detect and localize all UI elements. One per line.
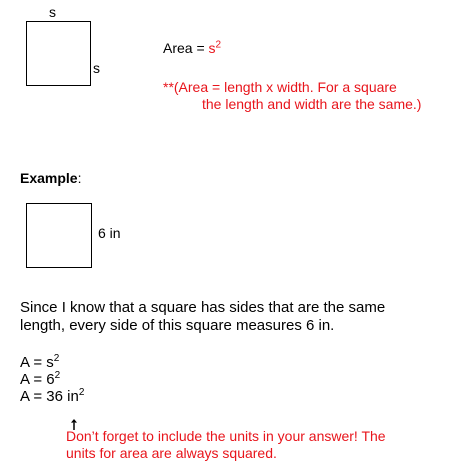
formula-exponent: 2 xyxy=(215,39,222,51)
step-2-base: 6 xyxy=(46,371,55,388)
example-heading-colon: : xyxy=(77,170,82,186)
step-3-prefix: A = xyxy=(20,388,47,405)
note-line-1: **(Area = length x width. For a square xyxy=(163,79,397,95)
note-line-2: the length and width are the same.) xyxy=(202,96,422,112)
step-1-prefix: A = xyxy=(20,354,47,371)
example-side-label: 6 in xyxy=(98,225,121,241)
step-2-exponent: 2 xyxy=(54,370,61,381)
step-1-base: s xyxy=(46,354,54,371)
reminder-line-1: Don’t forget to include the units in your answer! The xyxy=(66,428,386,444)
step-2-prefix: A = xyxy=(20,371,47,388)
example-heading-text: Example xyxy=(20,170,78,186)
step-1-exponent: 2 xyxy=(53,353,60,364)
explanation-line-2: length, every side of this square measures 6 in. xyxy=(20,317,335,334)
area-formula xyxy=(163,40,221,57)
right-side-label: s xyxy=(93,60,100,76)
top-square xyxy=(26,21,91,86)
explanation-line-1: Since I know that a square has sides that are the same xyxy=(20,299,386,316)
step-2 xyxy=(20,371,60,389)
step-1 xyxy=(20,354,59,372)
step-3-base: 36 in xyxy=(46,388,79,405)
step-3-exponent: 2 xyxy=(78,387,85,398)
example-square xyxy=(26,203,92,268)
formula-base: s xyxy=(208,40,216,56)
step-3 xyxy=(20,388,84,406)
example-heading xyxy=(20,170,81,187)
reminder-line-2: units for area are always squared. xyxy=(66,445,277,461)
top-side-label: s xyxy=(49,4,56,20)
formula-prefix: Area = xyxy=(163,40,209,56)
